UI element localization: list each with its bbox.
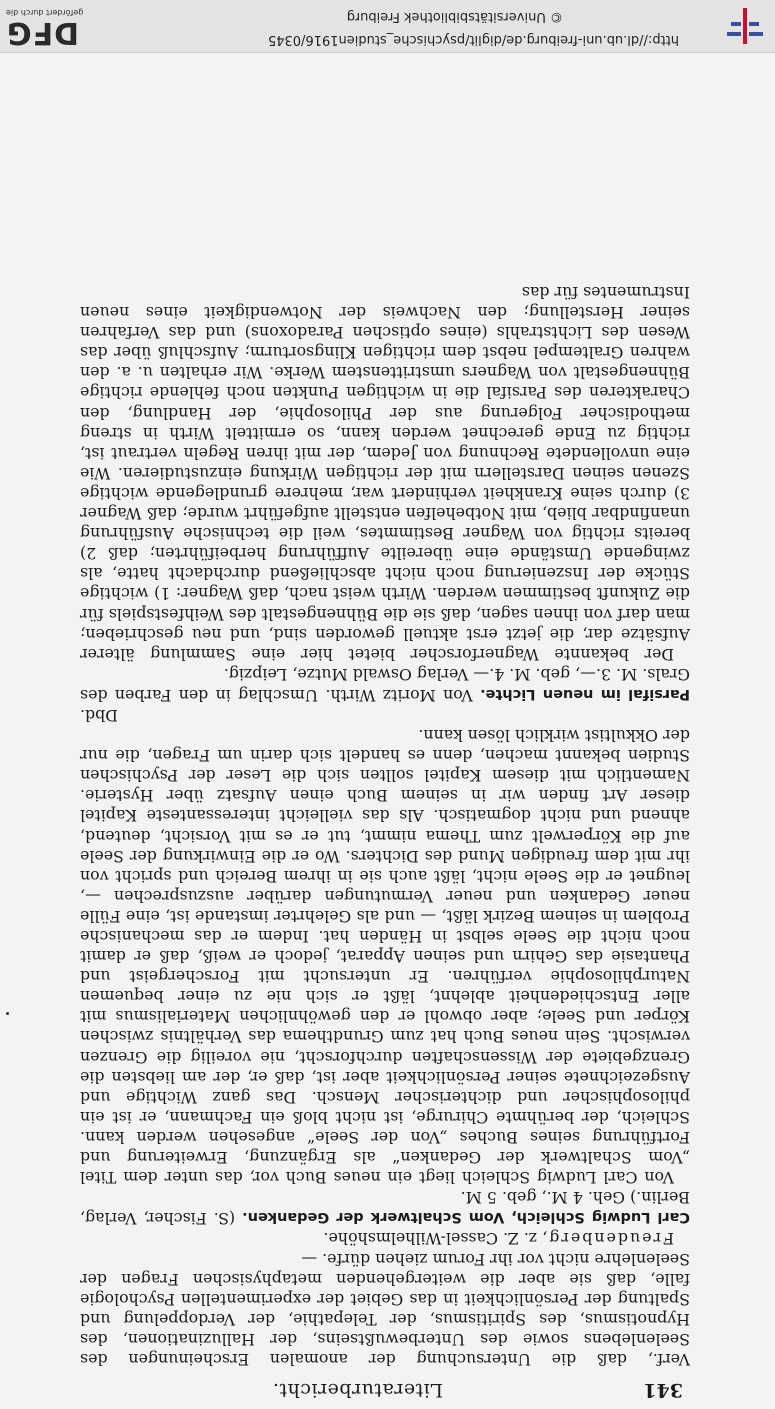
- signature-line: [80, 1228, 690, 1248]
- review-title: Carl Ludwig Schleich, Vom Schaltwerk der Gedanken.: [242, 1209, 690, 1226]
- running-title: Literaturbericht.: [272, 1379, 443, 1401]
- page-number: 341: [643, 1379, 683, 1401]
- page-header: [83, 1371, 683, 1401]
- dfg-logo-text: DFG: [6, 15, 80, 50]
- university-logo-icon[interactable]: [715, 0, 775, 52]
- paragraph: Der bekannte Wagnerforscher bietet hier eine Sammlung älterer Aufsätze dar, die jetzt erst aktuell geworden sind, und neu geschrieben; man darf von ihnen sagen, daß sie die Bühnengestalt des Weihfestspiels für die Zukunft bestimmen werden. Wirth weist nach, daß Wagner: 1) wichtige Stücke der Inszenierung noch nicht abschließend durchdacht hatte, als zwingende Umstände eine übereilte Aufführung herbeiführten; daß 2) bereits richtig von Wagner Bestimmtes, weil die technische Ausführung unanfindbar blieb, mit Notbehelfen entstellt aufgeführt wurde; daß Wagner 3) durch seine Krankheit verhindert war, mehrere grundlegende wichtige Szenen seinen Darstellern mit der richtigen Wirkung einzustudieren. Wie eine unvollendete Rechnung von Jedem, der mit ihren Regeln vertraut ist, richtig zu Ende gerechnet werden kann, so ermittelt Wirth in streng methodischer Folgerung aus der Philosophie, der Handlung, den Charakteren des Parsifal die in wichtigen Punkten noch fehlende richtige Bühnengestalt von Wagners umstrittenstem Werke. Wir erhalten u. a. den wahren Graltempel nebst dem richtigen Klingsorturm; Aufschluß über das Wesen des Lichtstrahls (eines optischen Paradoxons) und das Verfahren seiner Herstellung; den Nachweis der Notwendigkeit eines neuen Instrumentes für das: [80, 283, 690, 664]
- scanned-page: [0, 52, 775, 1409]
- review-heading-line: [80, 1187, 690, 1228]
- paragraph: Verf., daß die Untersuchung der anomalen Erscheinungen des Seelenlebens sowie des Unterbewußtseins, der Halluzinationen, des Hypnotismus, des Spiritismus, der Telepathie, der Verdoppelung und Spaltung der Persönlichkeit in das Gebiet der experimentellen Psychologie falle, daß sie aber die weitergehenden metaphysischen Fragen der Seelenlehre nicht vor ihr Forum ziehen dürfe. —: [80, 1249, 690, 1369]
- signature-line: Dbd.: [80, 706, 118, 725]
- margin-dot: [6, 1012, 9, 1015]
- signature-location: , z. Z. Cassel-Wilhelmshöhe.: [323, 1229, 548, 1249]
- review-publication-info: (S. Fischer, Verlag, Berlin.) Geh. 4 M., geb. 5 M.: [80, 1188, 690, 1229]
- review-publication-info: Von Moritz Wirth. Umschlag in den Farben des Grals. M. 3.—, geb. M. 4.— Verlag Oswald Mutze, Leipzig.: [80, 664, 690, 705]
- page-body: [80, 282, 690, 1369]
- dfg-logo-subtext: gefördert durch die: [6, 8, 84, 17]
- copyright-text: © Universitätsbibliothek Freiburg: [346, 9, 563, 24]
- review-title: Parsifal im neuen Lichte.: [480, 685, 690, 702]
- paragraph: Von Carl Ludwig Schleich liegt ein neues Buch vor, das unter dem Titel „Vom Schaltwerk der Gedanken“ als Ergänzung, Erweiterung und Fortführung seines Buches „Von der Seele“ angesehen werden kann. Schleich, der berühmte Chirurge, ist nicht bloß ein Fachmann, er ist ein philosophischer und dichterischer Mensch. Das ganz Wichtige und Ausgezeichnete seiner Persönlichkeit aber ist, daß er, der am liebsten die Grenzgebiete der Wissenschaften durchforscht, nie voreilig die Grenzen verwischt. Sein neues Buch hat zum Grundthema das Verhältnis zwischen Körper und Seele; aber obwohl er den gewöhnlichen Materialismus mit aller Entschiedenheit ablehnt, läßt er sich nie zu einer bequemen Naturphilosophie verführen. Er untersucht mit Forschergeist und Phantasie das Gehirn und seinen Apparat, jedoch er weiß, daß er damit noch nicht die Seele selbst in Händen hat. Indem er das mechanische Problem in seinem Bezirk läßt, — und als Gelehrter imstande ist, eine Fülle neuer Gedanken und neuer Vermutungen darüber auszusprechen —, leugnet er die Seele nicht, läßt auch sie in ihrem Bereich und spricht von ihr mit dem freudigen Mund des Dichters. Wo er die Einwirkung der Seele auf die Körperwelt zum Thema nimmt, tut er es mit Vorsicht, deutend, ahnend und nicht dogmatisch. Als das vielleicht interessanteste Kapitel dieser Art finden wir in seinem Buch einen Aufsatz über Hysterie. Namentlich mit diesem Kapitel sollten sich die Leser der Psychischen Studien bekannt machen, denn es handelt sich darin um Fragen, die nur der Okkultist wirklich lösen kann.: [80, 726, 690, 1188]
- viewer-toolbar: [0, 0, 775, 53]
- signature-name: Freudenberg: [547, 1229, 674, 1249]
- document-url-link[interactable]: http://dl.ub.uni-freiburg.de/diglit/psychische_studien1916/0345: [267, 32, 679, 47]
- review-heading-line: [80, 664, 690, 705]
- dfg-logo[interactable]: [6, 4, 90, 48]
